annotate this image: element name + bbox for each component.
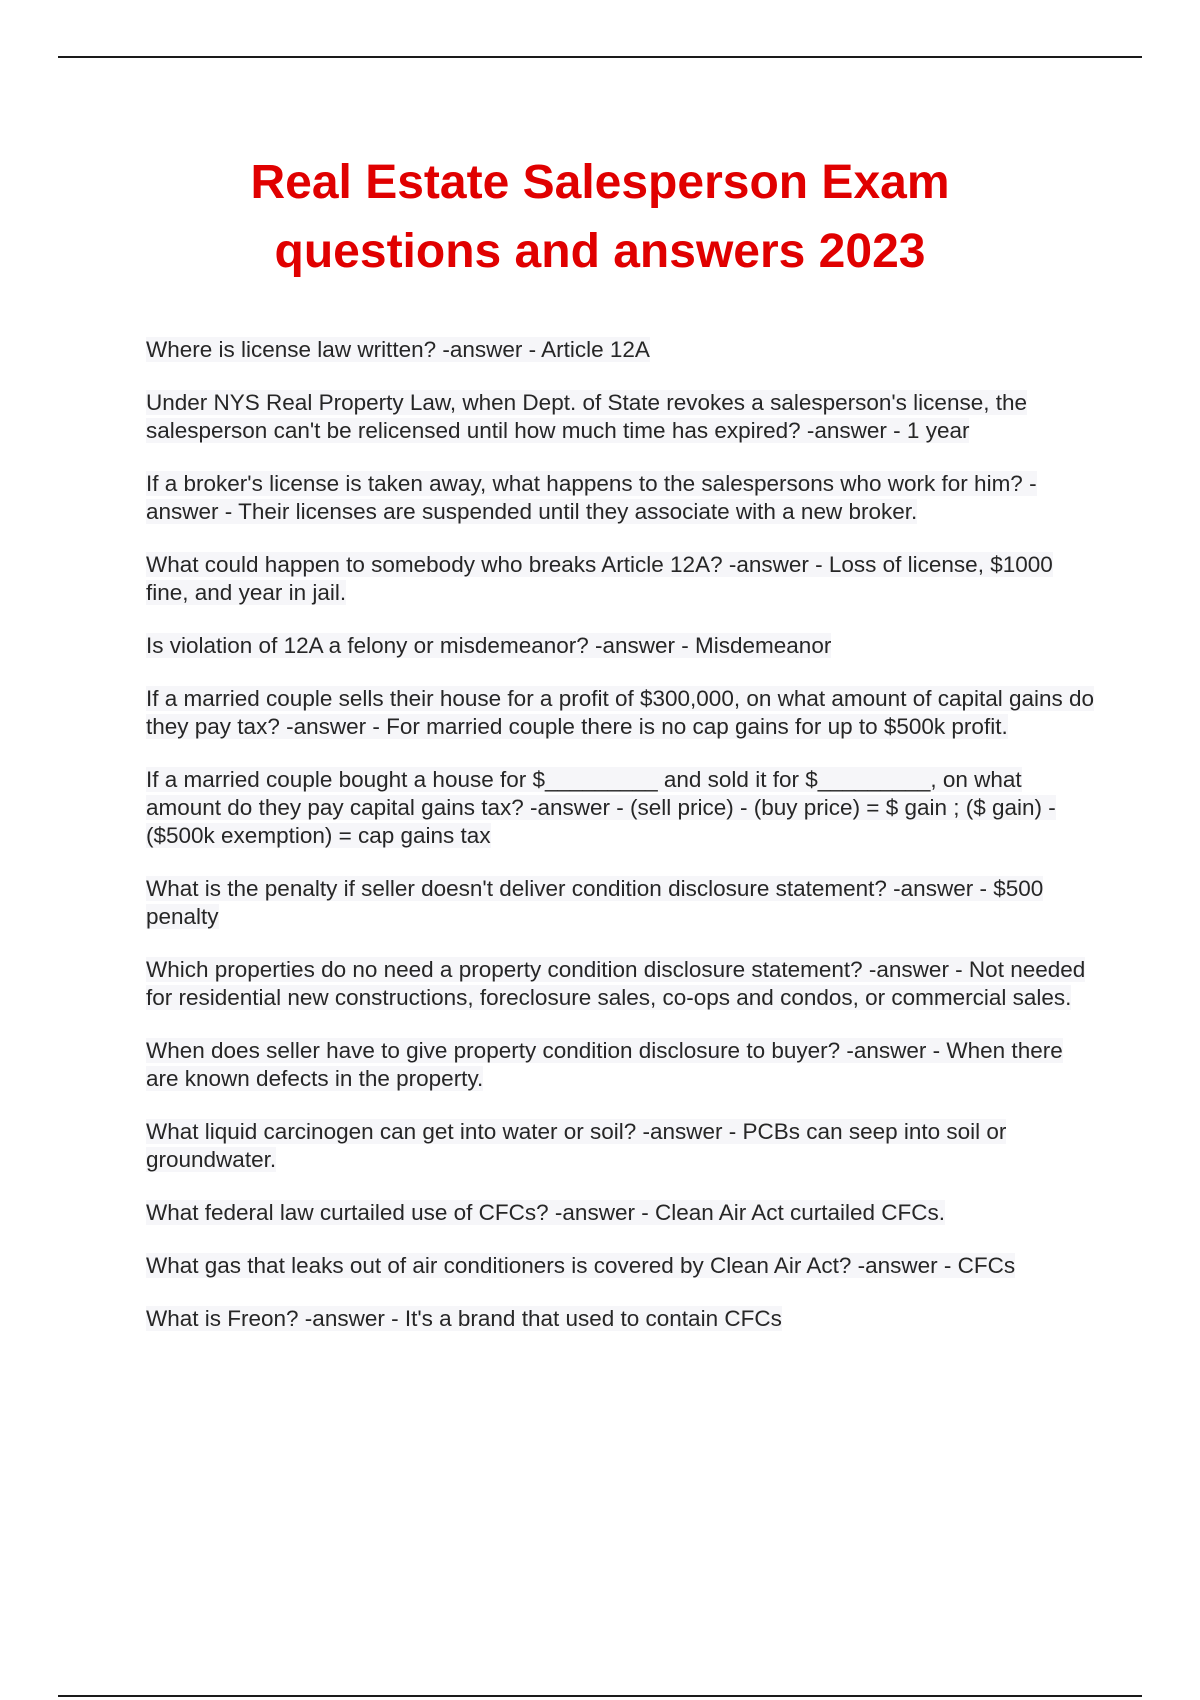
qa-text: What gas that leaks out of air conditioners is covered by Clean Air Act? -answer - CFCs [146, 1253, 1016, 1278]
qa-list [146, 336, 1096, 1358]
qa-text: Under NYS Real Property Law, when Dept. of State revokes a salesperson's license, the salesperson can't be relicensed until how much time has expired? -answer - 1 year [146, 390, 1028, 443]
qa-item [146, 766, 1096, 850]
title-line-1: Real Estate Salesperson Exam [250, 156, 950, 209]
top-rule [58, 56, 1142, 58]
qa-text: Is violation of 12A a felony or misdemeanor? -answer - Misdemeanor [146, 633, 832, 658]
qa-text: Where is license law written? -answer - Article 12A [146, 337, 650, 362]
qa-item [146, 470, 1096, 526]
qa-text: What federal law curtailed use of CFCs? -answer - Clean Air Act curtailed CFCs. [146, 1200, 946, 1225]
qa-item [146, 956, 1096, 1012]
qa-item [146, 389, 1096, 445]
qa-text: What is Freon? -answer - It's a brand that used to contain CFCs [146, 1306, 782, 1331]
qa-item [146, 1305, 1096, 1333]
qa-item [146, 1199, 1096, 1227]
qa-item [146, 336, 1096, 364]
qa-item [146, 875, 1096, 931]
title-line-2: questions and answers 2023 [274, 225, 926, 278]
qa-item [146, 551, 1096, 607]
qa-text: What liquid carcinogen can get into water or soil? -answer - PCBs can seep into soil or groundwater. [146, 1119, 1007, 1172]
qa-item [146, 685, 1096, 741]
qa-text: If a married couple sells their house for a profit of $300,000, on what amount of capital gains do they pay tax? -answer - For married couple there is no cap gains for up to $500k profit. [146, 686, 1095, 739]
qa-item [146, 1118, 1096, 1174]
qa-text: If a married couple bought a house for $_________ and sold it for $_________, on what amount do they pay capital gains tax? -answer - (sell price) - (buy price) = $ gain ; ($ gain) - ($500k exemption) = cap gains tax [146, 767, 1056, 848]
bottom-rule [58, 1695, 1142, 1697]
qa-text: What could happen to somebody who breaks Article 12A? -answer - Loss of license, $1000 fine, and year in jail. [146, 552, 1053, 605]
qa-text: What is the penalty if seller doesn't deliver condition disclosure statement? -answer - $500 penalty [146, 876, 1044, 929]
qa-text: Which properties do no need a property condition disclosure statement? -answer - Not needed for residential new constructions, foreclosure sales, co-ops and condos, or commercial sales. [146, 957, 1086, 1010]
qa-text: When does seller have to give property condition disclosure to buyer? -answer - When there are known defects in the property. [146, 1038, 1063, 1091]
document-title [100, 148, 1100, 286]
qa-item [146, 1037, 1096, 1093]
qa-item [146, 1252, 1096, 1280]
qa-text: If a broker's license is taken away, what happens to the salespersons who work for him? -answer - Their licenses are suspended until they associate with a new broker. [146, 471, 1037, 524]
qa-item [146, 632, 1096, 660]
